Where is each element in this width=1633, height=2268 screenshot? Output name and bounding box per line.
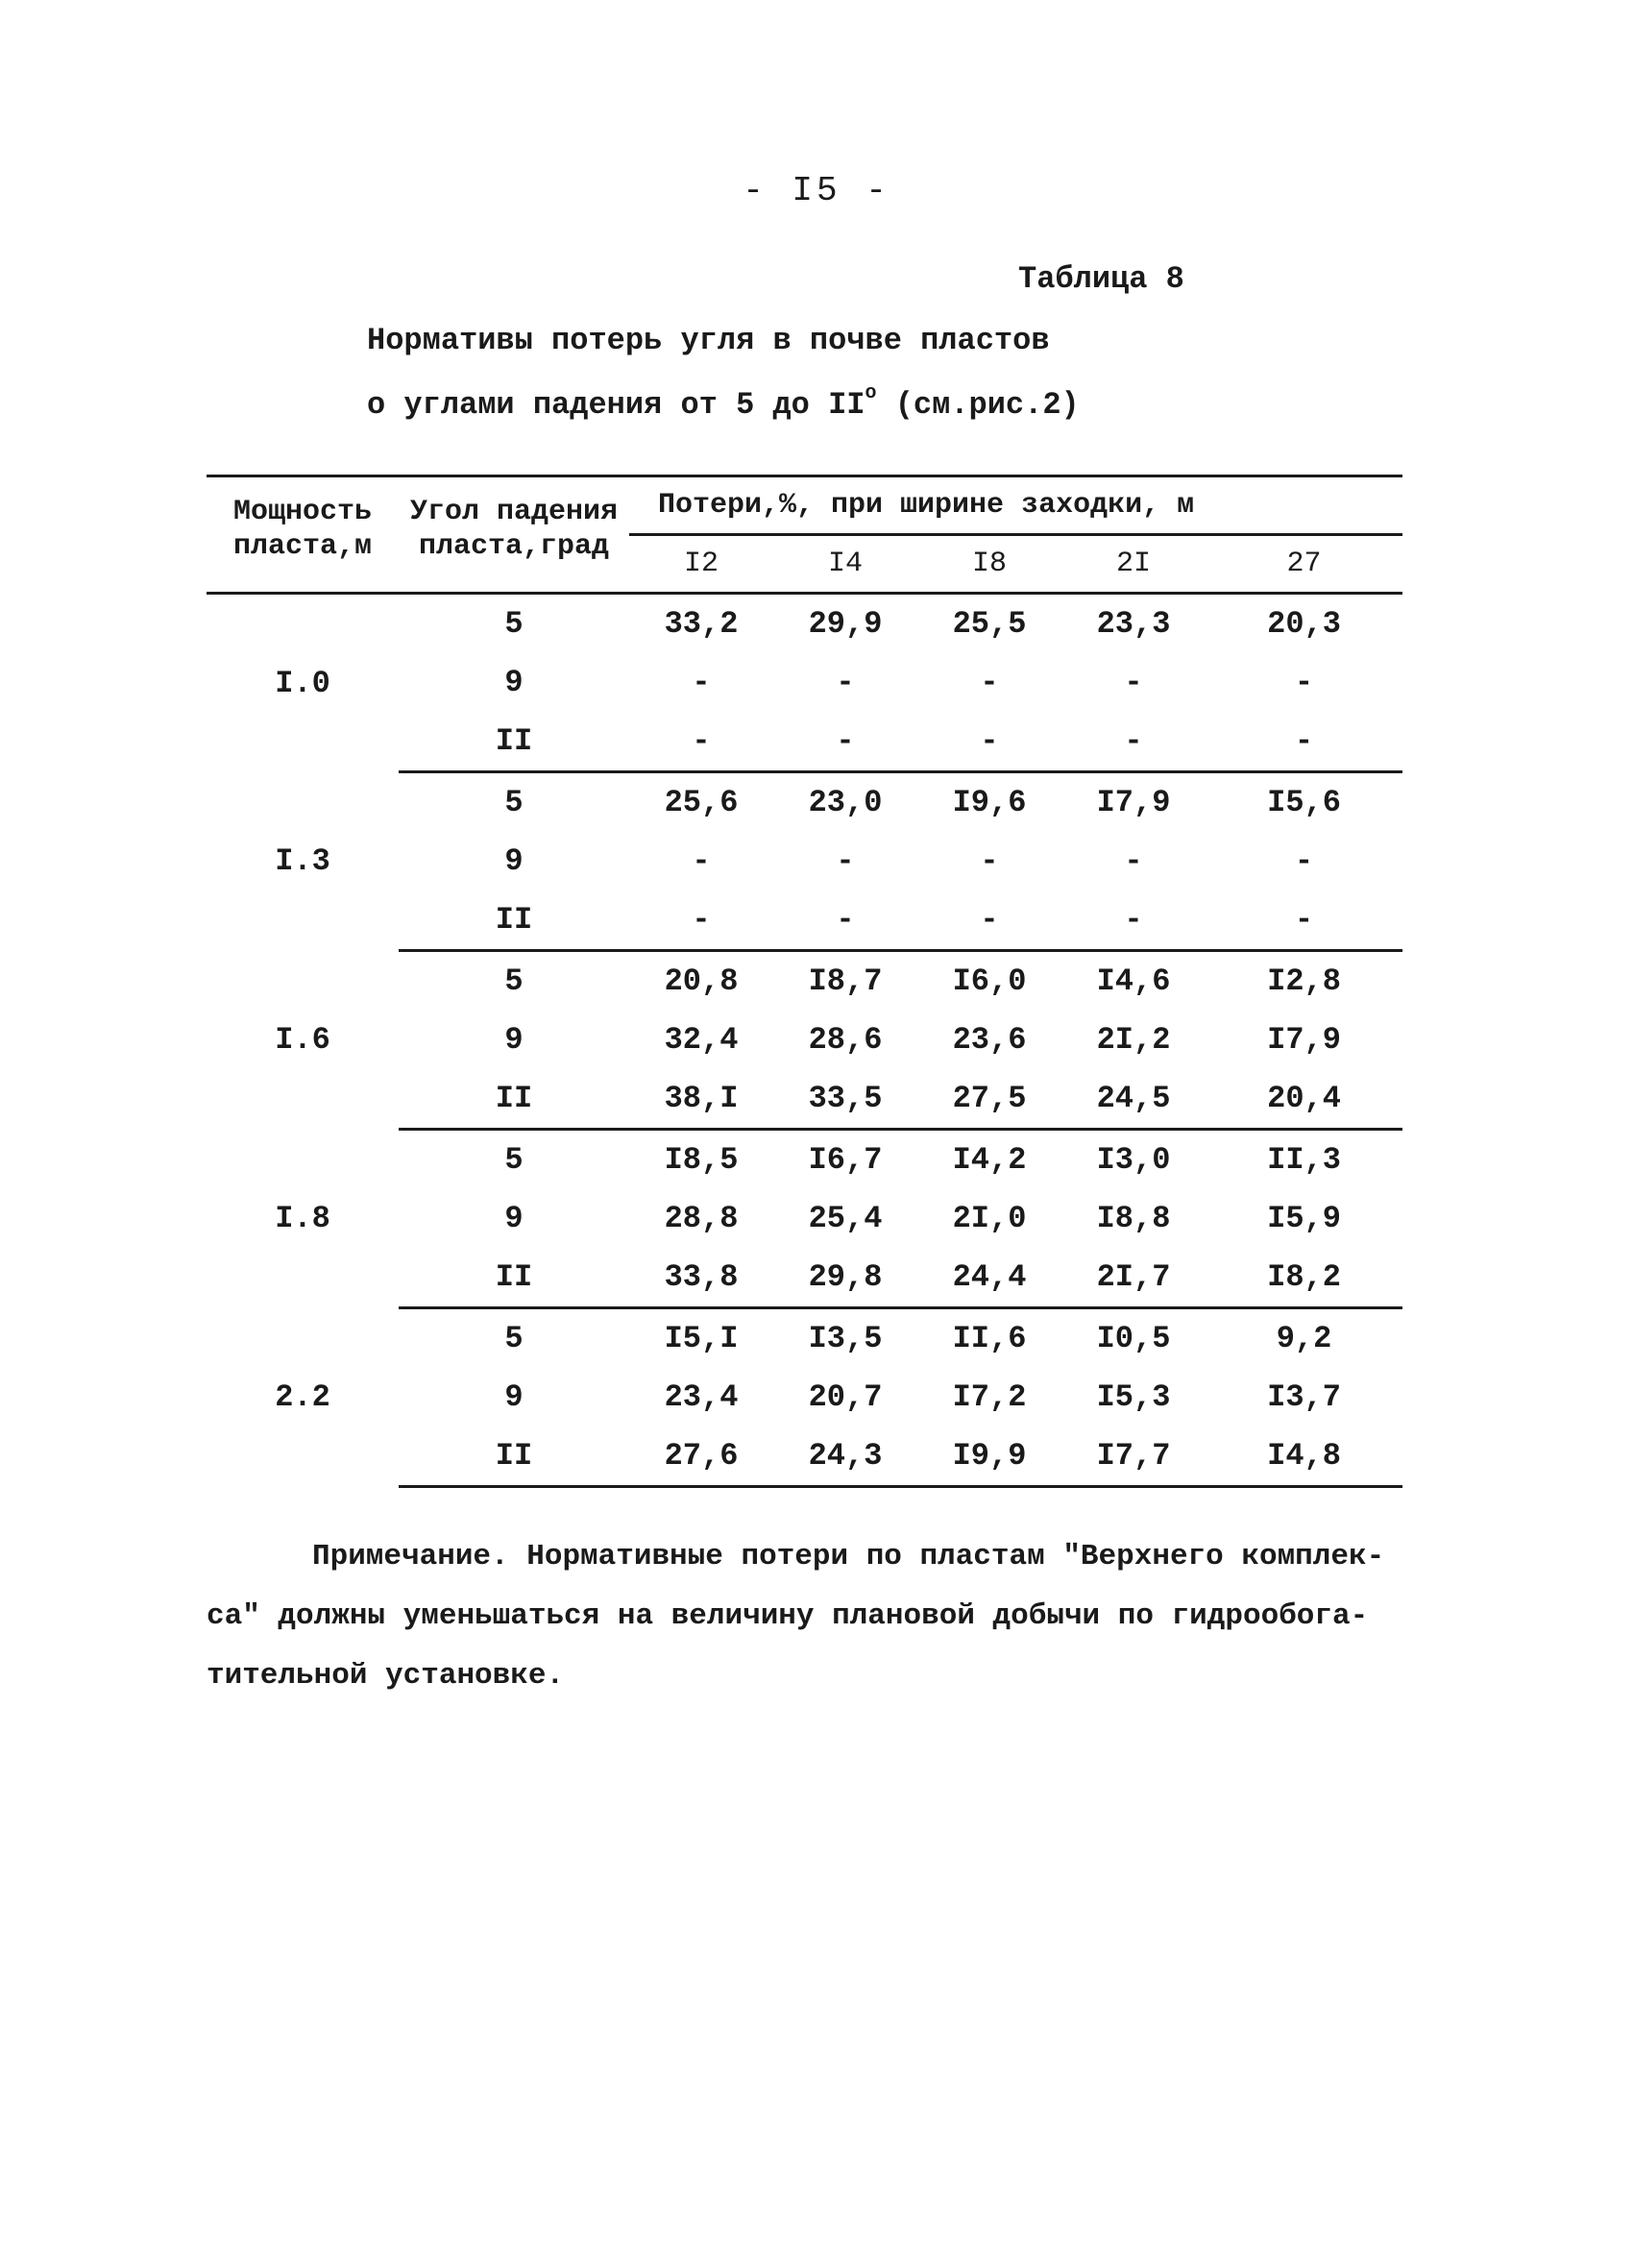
- page-number: - I5 -: [743, 171, 890, 210]
- value-cell: 32,4: [664, 1022, 739, 1058]
- value-cell: -: [1206, 890, 1402, 951]
- value-cell: I4,2: [952, 1142, 1027, 1178]
- value-cell: I5,3: [1096, 1379, 1171, 1415]
- table-row: [207, 1130, 1402, 1190]
- value-cell: -: [1124, 665, 1143, 700]
- value-cell: -: [1124, 843, 1143, 879]
- value-cell: 24,4: [917, 1248, 1061, 1308]
- value-cell: 23,6: [952, 1022, 1027, 1058]
- table-row: [207, 1308, 1402, 1369]
- note-line-1: Примечание. Нормативные потери по пластам "Верхнего комплек-: [312, 1540, 1385, 1573]
- value-cell: 29,9: [808, 606, 883, 642]
- table-row: [207, 594, 1402, 654]
- value-cell: 20,4: [1206, 1069, 1402, 1130]
- header-thickness: Мощность пласта,м: [207, 476, 399, 594]
- value-cell: 2I,2: [1096, 1022, 1171, 1058]
- value-cell: I8,8: [1096, 1201, 1171, 1236]
- angle-cell: II: [399, 712, 629, 772]
- value-cell: I6,0: [952, 963, 1027, 999]
- value-cell: I3,7: [1267, 1379, 1341, 1415]
- value-cell: -: [917, 890, 1061, 951]
- value-cell: -: [629, 712, 773, 772]
- degree-superscript: о: [865, 382, 877, 404]
- angle-cell: 5: [504, 963, 524, 999]
- value-cell: I5,9: [1267, 1201, 1341, 1236]
- value-cell: I7,9: [1267, 1022, 1341, 1058]
- angle-cell: 5: [504, 785, 524, 820]
- table-row: [207, 951, 1402, 1012]
- table-row: [207, 772, 1402, 833]
- note-line-2: са" должны уменьшаться на величину плановой добычи по гидрообога-: [207, 1599, 1369, 1633]
- value-cell: I4,6: [1096, 963, 1171, 999]
- value-cell: -: [1061, 712, 1206, 772]
- table-note: [207, 1527, 1426, 1706]
- note-line-3: тительной установке.: [207, 1659, 565, 1693]
- thickness-cell: I.8: [275, 1201, 330, 1236]
- value-cell: 20,8: [664, 963, 739, 999]
- angle-cell: 5: [504, 1142, 524, 1178]
- value-cell: 20,7: [808, 1379, 883, 1415]
- angle-cell: 9: [504, 843, 524, 879]
- value-cell: -: [980, 843, 999, 879]
- value-cell: II,6: [952, 1321, 1027, 1356]
- header-width-27: 27: [1206, 535, 1402, 594]
- value-cell: 23,4: [664, 1379, 739, 1415]
- value-cell: 28,6: [808, 1022, 883, 1058]
- value-cell: I9,6: [952, 785, 1027, 820]
- value-cell: -: [773, 712, 917, 772]
- value-cell: -: [836, 843, 855, 879]
- header-angle: Угол падения пласта,град: [399, 476, 629, 594]
- value-cell: 33,8: [629, 1248, 773, 1308]
- value-cell: 2I,7: [1061, 1248, 1206, 1308]
- value-cell: -: [692, 843, 711, 879]
- header-width-14: I4: [773, 535, 917, 594]
- angle-cell: II: [399, 1069, 629, 1130]
- header-width-18: I8: [917, 535, 1061, 594]
- angle-cell: 9: [504, 1201, 524, 1236]
- value-cell: I9,9: [917, 1427, 1061, 1487]
- value-cell: I6,7: [808, 1142, 883, 1178]
- caption-ref: (см.рис.2): [876, 387, 1080, 423]
- value-cell: I8,2: [1206, 1248, 1402, 1308]
- value-cell: -: [1294, 843, 1314, 879]
- table-caption-line-2: [367, 382, 1080, 423]
- angle-cell: 5: [504, 606, 524, 642]
- angle-cell: II: [399, 1427, 629, 1487]
- thickness-cell: I.3: [275, 843, 330, 879]
- losses-table-container: [207, 475, 1402, 1488]
- header-losses-group: Потери,%, при ширине заходки, м: [629, 476, 1402, 535]
- value-cell: II,3: [1267, 1142, 1341, 1178]
- value-cell: 24,3: [773, 1427, 917, 1487]
- value-cell: -: [980, 665, 999, 700]
- angle-cell: 5: [504, 1321, 524, 1356]
- value-cell: -: [773, 890, 917, 951]
- value-cell: 33,2: [664, 606, 739, 642]
- value-cell: 23,3: [1096, 606, 1171, 642]
- header-width-21: 2I: [1061, 535, 1206, 594]
- value-cell: -: [1294, 665, 1314, 700]
- angle-cell: 9: [504, 1379, 524, 1415]
- value-cell: I0,5: [1096, 1321, 1171, 1356]
- value-cell: 38,I: [629, 1069, 773, 1130]
- header-width-12: I2: [629, 535, 773, 594]
- value-cell: -: [836, 665, 855, 700]
- value-cell: I2,8: [1267, 963, 1341, 999]
- value-cell: -: [1206, 712, 1402, 772]
- value-cell: -: [917, 712, 1061, 772]
- value-cell: 27,6: [629, 1427, 773, 1487]
- value-cell: 20,3: [1267, 606, 1341, 642]
- value-cell: I5,I: [664, 1321, 739, 1356]
- value-cell: 23,0: [808, 785, 883, 820]
- losses-table: [207, 475, 1402, 1488]
- angle-cell: 9: [504, 1022, 524, 1058]
- value-cell: 9,2: [1276, 1321, 1332, 1356]
- thickness-cell: 2.2: [275, 1379, 330, 1415]
- value-cell: -: [629, 890, 773, 951]
- value-cell: I5,6: [1267, 785, 1341, 820]
- thickness-cell: I.0: [275, 665, 330, 701]
- value-cell: -: [692, 665, 711, 700]
- value-cell: I8,5: [664, 1142, 739, 1178]
- table-label: Таблица 8: [1018, 261, 1184, 297]
- value-cell: I4,8: [1206, 1427, 1402, 1487]
- value-cell: I7,7: [1061, 1427, 1206, 1487]
- angle-cell: II: [399, 890, 629, 951]
- value-cell: 33,5: [773, 1069, 917, 1130]
- value-cell: 24,5: [1061, 1069, 1206, 1130]
- thickness-cell: I.6: [275, 1022, 330, 1058]
- value-cell: 25,5: [952, 606, 1027, 642]
- caption-text: о углами падения от 5 до II: [367, 387, 865, 423]
- value-cell: 25,4: [808, 1201, 883, 1236]
- angle-cell: 9: [504, 665, 524, 700]
- table-caption-line-1: Нормативы потерь угля в почве пластов: [367, 323, 1050, 358]
- value-cell: 2I,0: [952, 1201, 1027, 1236]
- value-cell: 25,6: [664, 785, 739, 820]
- value-cell: I7,9: [1096, 785, 1171, 820]
- value-cell: I7,2: [952, 1379, 1027, 1415]
- value-cell: I8,7: [808, 963, 883, 999]
- value-cell: 27,5: [917, 1069, 1061, 1130]
- value-cell: 28,8: [664, 1201, 739, 1236]
- value-cell: 29,8: [773, 1248, 917, 1308]
- value-cell: I3,0: [1096, 1142, 1171, 1178]
- value-cell: I3,5: [808, 1321, 883, 1356]
- angle-cell: II: [399, 1248, 629, 1308]
- value-cell: -: [1061, 890, 1206, 951]
